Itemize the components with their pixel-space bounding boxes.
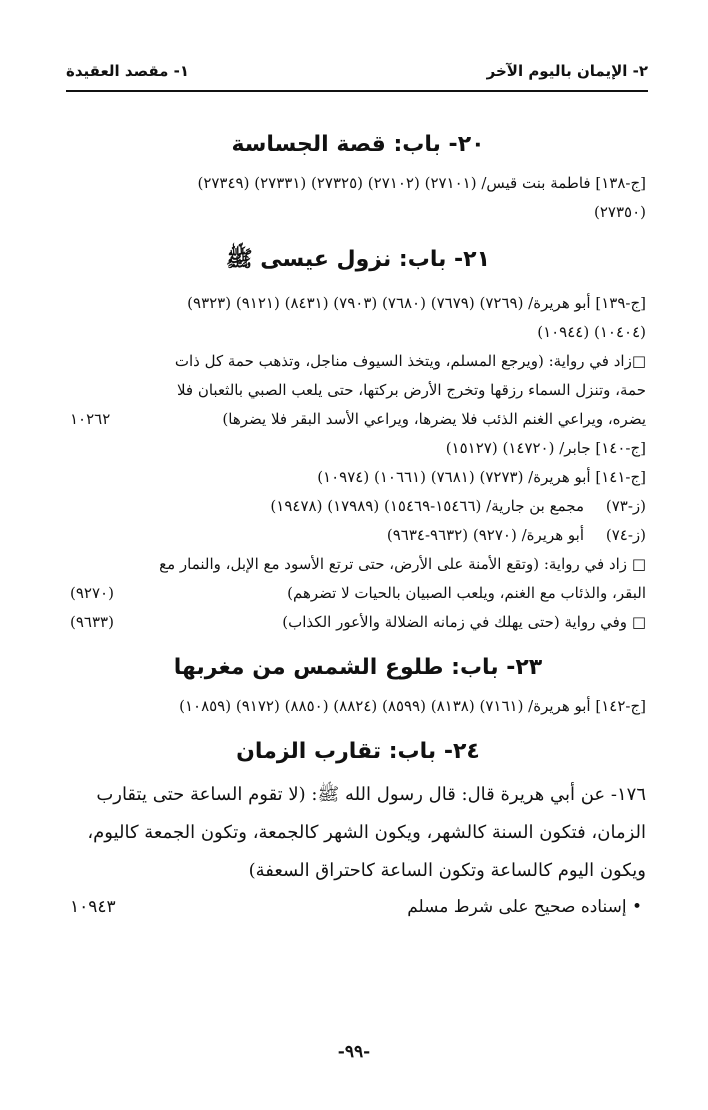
note-1-line3: يضره، ويراعي الغنم الذئب فلا يضرها، ويراعي الأسد البقر فلا يضرها) bbox=[222, 410, 646, 428]
note-1-line3-row bbox=[70, 405, 646, 434]
running-header bbox=[66, 62, 648, 80]
z-74-row bbox=[70, 521, 646, 550]
ref-139-line2: (١٠٤٠٤) (١٠٩٤٤) bbox=[537, 323, 646, 341]
note-1-number: ١٠٢٦٢ bbox=[70, 410, 111, 428]
ref-140: [ج-١٤٠] جابر/ (١٤٧٢٠) (١٥١٢٧) bbox=[445, 439, 646, 457]
isnad-row bbox=[70, 890, 646, 924]
note-2-number: (٩٢٧٠) bbox=[70, 584, 114, 602]
section-24-heading: ٢٤- باب: تقارب الزمان bbox=[236, 739, 480, 764]
ref-141: [ج-١٤١] أبو هريرة/ (٧٢٧٣) (٧٦٨١) (١٠٦٦١) (١٠٩٧٤) bbox=[317, 468, 646, 486]
header-chapter: ١- مقصد العقيدة bbox=[66, 62, 190, 80]
note-1-line1: □زاد في رواية: (ويرجع المسلم، ويتخذ السيوف مناجل، وتذهب حمة كل ذات bbox=[174, 352, 646, 370]
z-74-text: أبو هريرة/ (٩٢٧٠) (٩٦٣٢-٩٦٣٤) bbox=[386, 526, 584, 544]
ref-139-line1: [ج-١٣٩] أبو هريرة/ (٧٢٦٩) (٧٦٧٩) (٧٦٨٠) (٧٩٠٣) (٨٤٣١) (٩١٢١) (٩٣٢٣) bbox=[187, 294, 646, 312]
hadith-176-line2: الزمان، فتكون السنة كالشهر، ويكون الشهر كالجمعة، وتكون الجمعة كاليوم، bbox=[87, 822, 646, 843]
note-3-text: □ وفي رواية (حتى يهلك في زمانه الضلالة والأعور الكذاب) bbox=[282, 613, 646, 631]
page-content bbox=[70, 110, 646, 924]
header-subchapter: ٢- الإيمان باليوم الآخر bbox=[486, 62, 648, 80]
header-rule bbox=[66, 90, 648, 92]
page-number: -٩٩- bbox=[337, 1042, 371, 1062]
note-3-row bbox=[70, 608, 646, 637]
isnad-text: • إسناده صحيح على شرط مسلم bbox=[407, 897, 642, 917]
ref-142: [ج-١٤٢] أبو هريرة/ (٧١٦١) (٨١٣٨) (٨٥٩٩) (٨٨٢٤) (٨٨٥٠) (٩١٧٢) (١٠٨٥٩) bbox=[179, 697, 646, 715]
ref-138-line1: [ج-١٣٨] فاطمة بنت قيس/ (٢٧١٠١) (٢٧١٠٢) (٢٧٣٢٥) (٢٧٣٣١) (٢٧٣٤٩) bbox=[197, 174, 646, 192]
hadith-176-line1: ١٧٦- عن أبي هريرة قال: قال رسول الله ﷺ: (لا تقوم الساعة حتى يتقارب bbox=[96, 784, 646, 805]
isnad-number: ١٠٩٤٣ bbox=[70, 897, 116, 917]
z-74-label: (ز-٧٤) bbox=[605, 526, 646, 544]
section-21-heading: ٢١- باب: نزول عيسى ﷺ bbox=[226, 247, 490, 272]
z-73-label: (ز-٧٣) bbox=[605, 497, 646, 515]
note-2-line2: البقر، والذئاب مع الغنم، ويلعب الصبيان بالحيات لا تضرهم) bbox=[287, 584, 646, 602]
z-73-row bbox=[70, 492, 646, 521]
section-20-heading: ٢٠- باب: قصة الجساسة bbox=[231, 132, 485, 157]
ref-138-line2: (٢٧٣٥٠) bbox=[593, 203, 646, 221]
hadith-176-line3: ويكون اليوم كالساعة وتكون الساعة كاحتراق السعفة) bbox=[248, 860, 646, 881]
note-2-line1: □ زاد في رواية: (وتقع الأمنة على الأرض، حتى ترتع الأسود مع الإبل، والنمار مع bbox=[159, 555, 646, 573]
note-1-line2: حمة، وتنزل السماء رزقها وتخرج الأرض بركتها، حتى يلعب الصبي بالثعبان فلا bbox=[176, 381, 646, 399]
note-3-number: (٩٦٣٣) bbox=[70, 613, 114, 631]
note-2-line2-row bbox=[70, 579, 646, 608]
z-73-text: مجمع بن جارية/ (١٥٤٦٦-١٥٤٦٩) (١٧٩٨٩) (١٩٤٧٨) bbox=[270, 497, 584, 515]
section-23-heading: ٢٣- باب: طلوع الشمس من مغربها bbox=[173, 655, 543, 680]
